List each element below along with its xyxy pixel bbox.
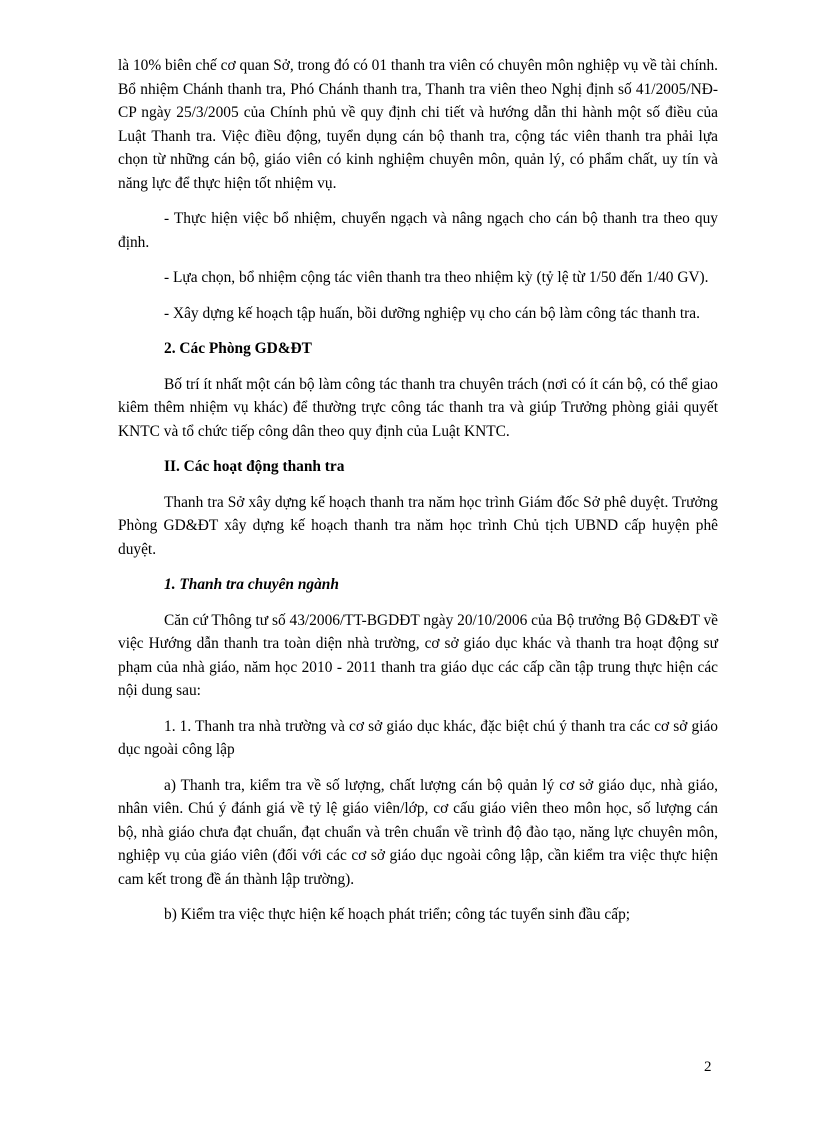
bullet-training: - Xây dựng kế hoạch tập huấn, bồi dưỡng nghiệp vụ cho cán bộ làm công tác thanh tra. — [164, 304, 700, 322]
paragraph-inspection-plan: Thanh tra Sở xây dựng kế hoạch thanh tra năm học trình Giám đốc Sở phê duyệt. Trưởng Phòng GD&ĐT xây dựng kế hoạch thanh tra năm học trình Chủ tịch UBND cấp huyện phê duyệt. — [118, 493, 718, 558]
heading-phong-gddt: 2. Các Phòng GD&ĐT — [164, 340, 312, 357]
bullet-collaborators: - Lựa chọn, bổ nhiệm cộng tác viên thanh tra theo nhiệm kỳ (tỷ lệ từ 1/50 đến 1/40 GV). — [164, 269, 709, 286]
item-a: a) Thanh tra, kiểm tra về số lượng, chất lượng cán bộ quản lý cơ sở giáo dục, nhà giáo, nhân viên. Chú ý đánh giá về tỷ lệ giáo viên/lớp, cơ cấu giáo viên theo môn học, số lượng cán bộ, nhà giáo chưa đạt chuẩn, đạt chuẩn và trên chuẩn về trình độ đào tạo, năng lực chuyên môn, nghiệp vụ của giáo viên (đối với các cơ sở giáo dục ngoài công lập, cần kiểm tra việc thực hiện cam kết trong đề án thành lập trường). — [118, 776, 718, 888]
heading-inspection-activities: II. Các hoạt động thanh tra — [164, 458, 345, 475]
document-body — [118, 54, 718, 939]
heading-specialized-inspection: 1. Thanh tra chuyên ngành — [164, 576, 339, 593]
page-number: 2 — [704, 1059, 712, 1075]
paragraph-staffing: là 10% biên chế cơ quan Sở, trong đó có 01 thanh tra viên có chuyên môn nghiệp vụ về tài chính. Bổ nhiệm Chánh thanh tra, Phó Chánh thanh tra, Thanh tra viên theo Nghị định số 41/2005/NĐ-CP ngày 25/3/2005 của Chính phủ về quy định chi tiết và hướng dẫn thi hành một số điều của Luật Thanh tra. Việc điều động, tuyển dụng cán bộ thanh tra, cộng tác viên thanh tra phải lựa chọn từ những cán bộ, giáo viên có kinh nghiệm chuyên môn, quản lý, có phẩm chất, uy tín và năng lực để thực hiện tốt nhiệm vụ. — [118, 57, 718, 192]
bullet-appointment: - Thực hiện việc bổ nhiệm, chuyển ngạch và nâng ngạch cho cán bộ thanh tra theo quy định. — [118, 210, 718, 251]
paragraph-phong-gddt: Bố trí ít nhất một cán bộ làm công tác thanh tra chuyên trách (nơi có ít cán bộ, có thể giao kiêm thêm nhiệm vụ khác) để thường trực công tác thanh tra và giúp Trưởng phòng giải quyết KNTC và tổ chức tiếp công dân theo quy định của Luật KNTC. — [118, 375, 718, 440]
item-1-1: 1. 1. Thanh tra nhà trường và cơ sở giáo dục khác, đặc biệt chú ý thanh tra các cơ sở giáo dục ngoài công lập — [118, 717, 718, 758]
item-b: b) Kiểm tra việc thực hiện kế hoạch phát triển; công tác tuyển sinh đầu cấp; — [164, 906, 631, 923]
paragraph-circular: Căn cứ Thông tư số 43/2006/TT-BGDĐT ngày 20/10/2006 của Bộ trưởng Bộ GD&ĐT về việc Hướng dẫn thanh tra toàn diện nhà trường, cơ sở giáo dục khác và thanh tra hoạt động sư phạm của nhà giáo, năm học 2010 - 2011 thanh tra giáo dục các cấp cần tập trung thực hiện các nội dung sau: — [118, 611, 718, 699]
